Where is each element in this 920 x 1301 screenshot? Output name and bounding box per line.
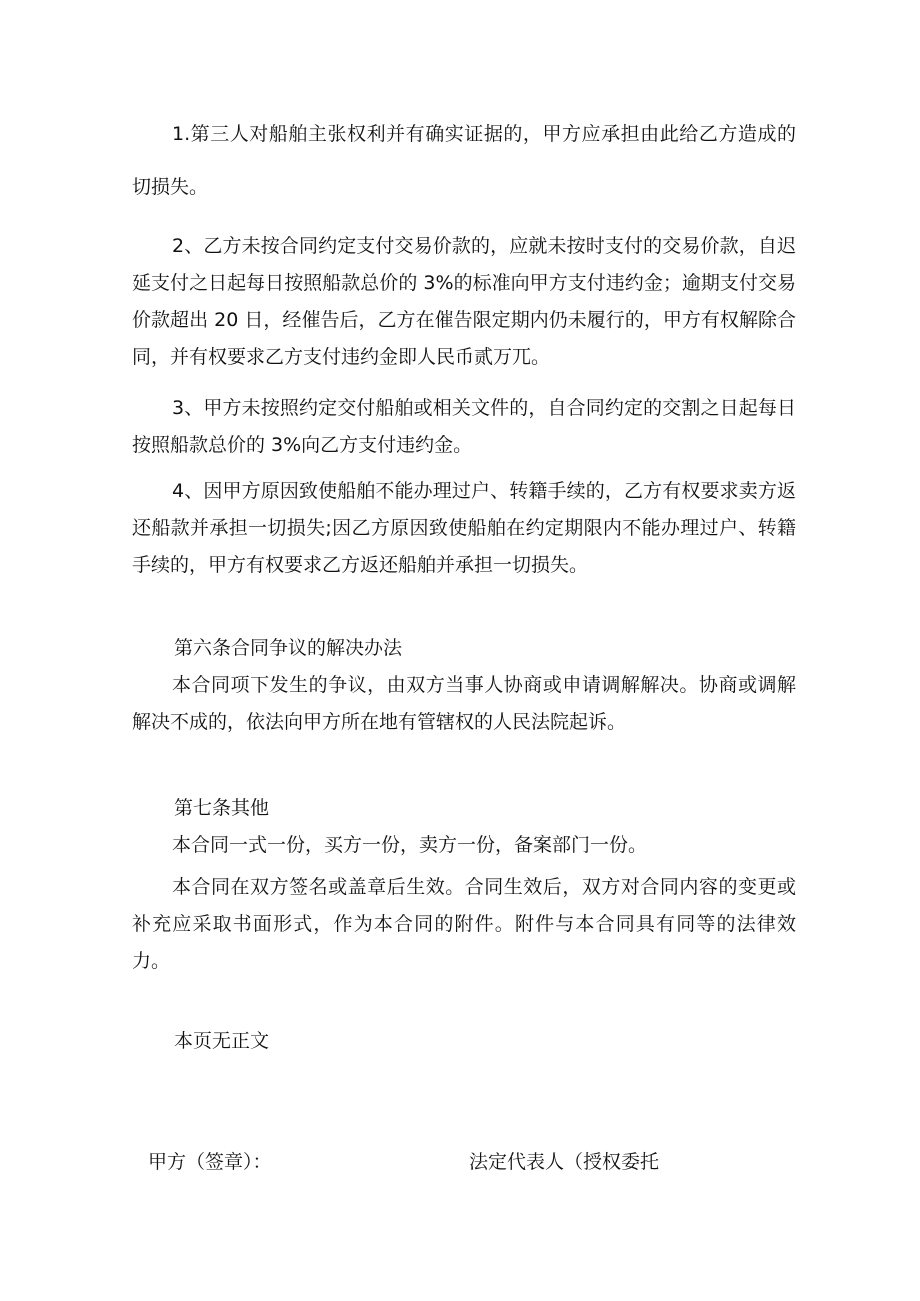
article-6-heading: 第六条合同争议的解决办法: [174, 637, 403, 659]
clause-item-1: 1.第三人对船舶主张权利并有确实证据的，甲方应承担由此给乙方造成的切损失。: [132, 123, 796, 198]
party-a-signature-label: 甲方（签章）：: [148, 1151, 272, 1173]
clause-item-3: 3、甲方未按照约定交付船舶或相关文件的，自合同约定的交割之日起每日按照船款总价的 3%向乙方支付违约金。: [132, 397, 796, 456]
clause-item-2: 2、乙方未按合同约定支付交易价款的，应就未按时支付的交易价款，自迟延支付之日起每日按照船款总价的 3%的标准向甲方支付违约金；逾期支付交易价款超出 20 日，经催告后，乙方在催告限定期内仍未履行的，甲方有权解除合同，并有权要求乙方支付违约金即人民币贰万兀。: [132, 235, 796, 368]
clause-item-4: 4、因甲方原因致使船舶不能办理过户、转籍手续的，乙方有权要求卖方返还船款并承担一切损失;因乙方原因致使船舶在约定期限内不能办理过户、转籍手续的，甲方有权要求乙方返还船舶并承担一切损失。: [132, 480, 796, 576]
legal-representative-label: 法定代表人（授权委托: [469, 1151, 660, 1173]
article-6-body: 本合同项下发生的争议，由双方当事人协商或申请调解解决。协商或调解解决不成的，依法向甲方所在地有管辖权的人民法院起诉。: [132, 674, 796, 733]
article-7-body-2: 本合同在双方签名或盖章后生效。合同生效后，双方对合同内容的变更或补充应采取书面形式，作为本合同的附件。附件与本合同具有同等的法律效力。: [132, 876, 796, 972]
article-7-heading: 第七条其他: [174, 797, 270, 819]
no-body-text-note: 本页无正文: [174, 1030, 270, 1052]
article-7-body-1: 本合同一式一份，买方一份，卖方一份，备案部门一份。: [172, 834, 648, 856]
